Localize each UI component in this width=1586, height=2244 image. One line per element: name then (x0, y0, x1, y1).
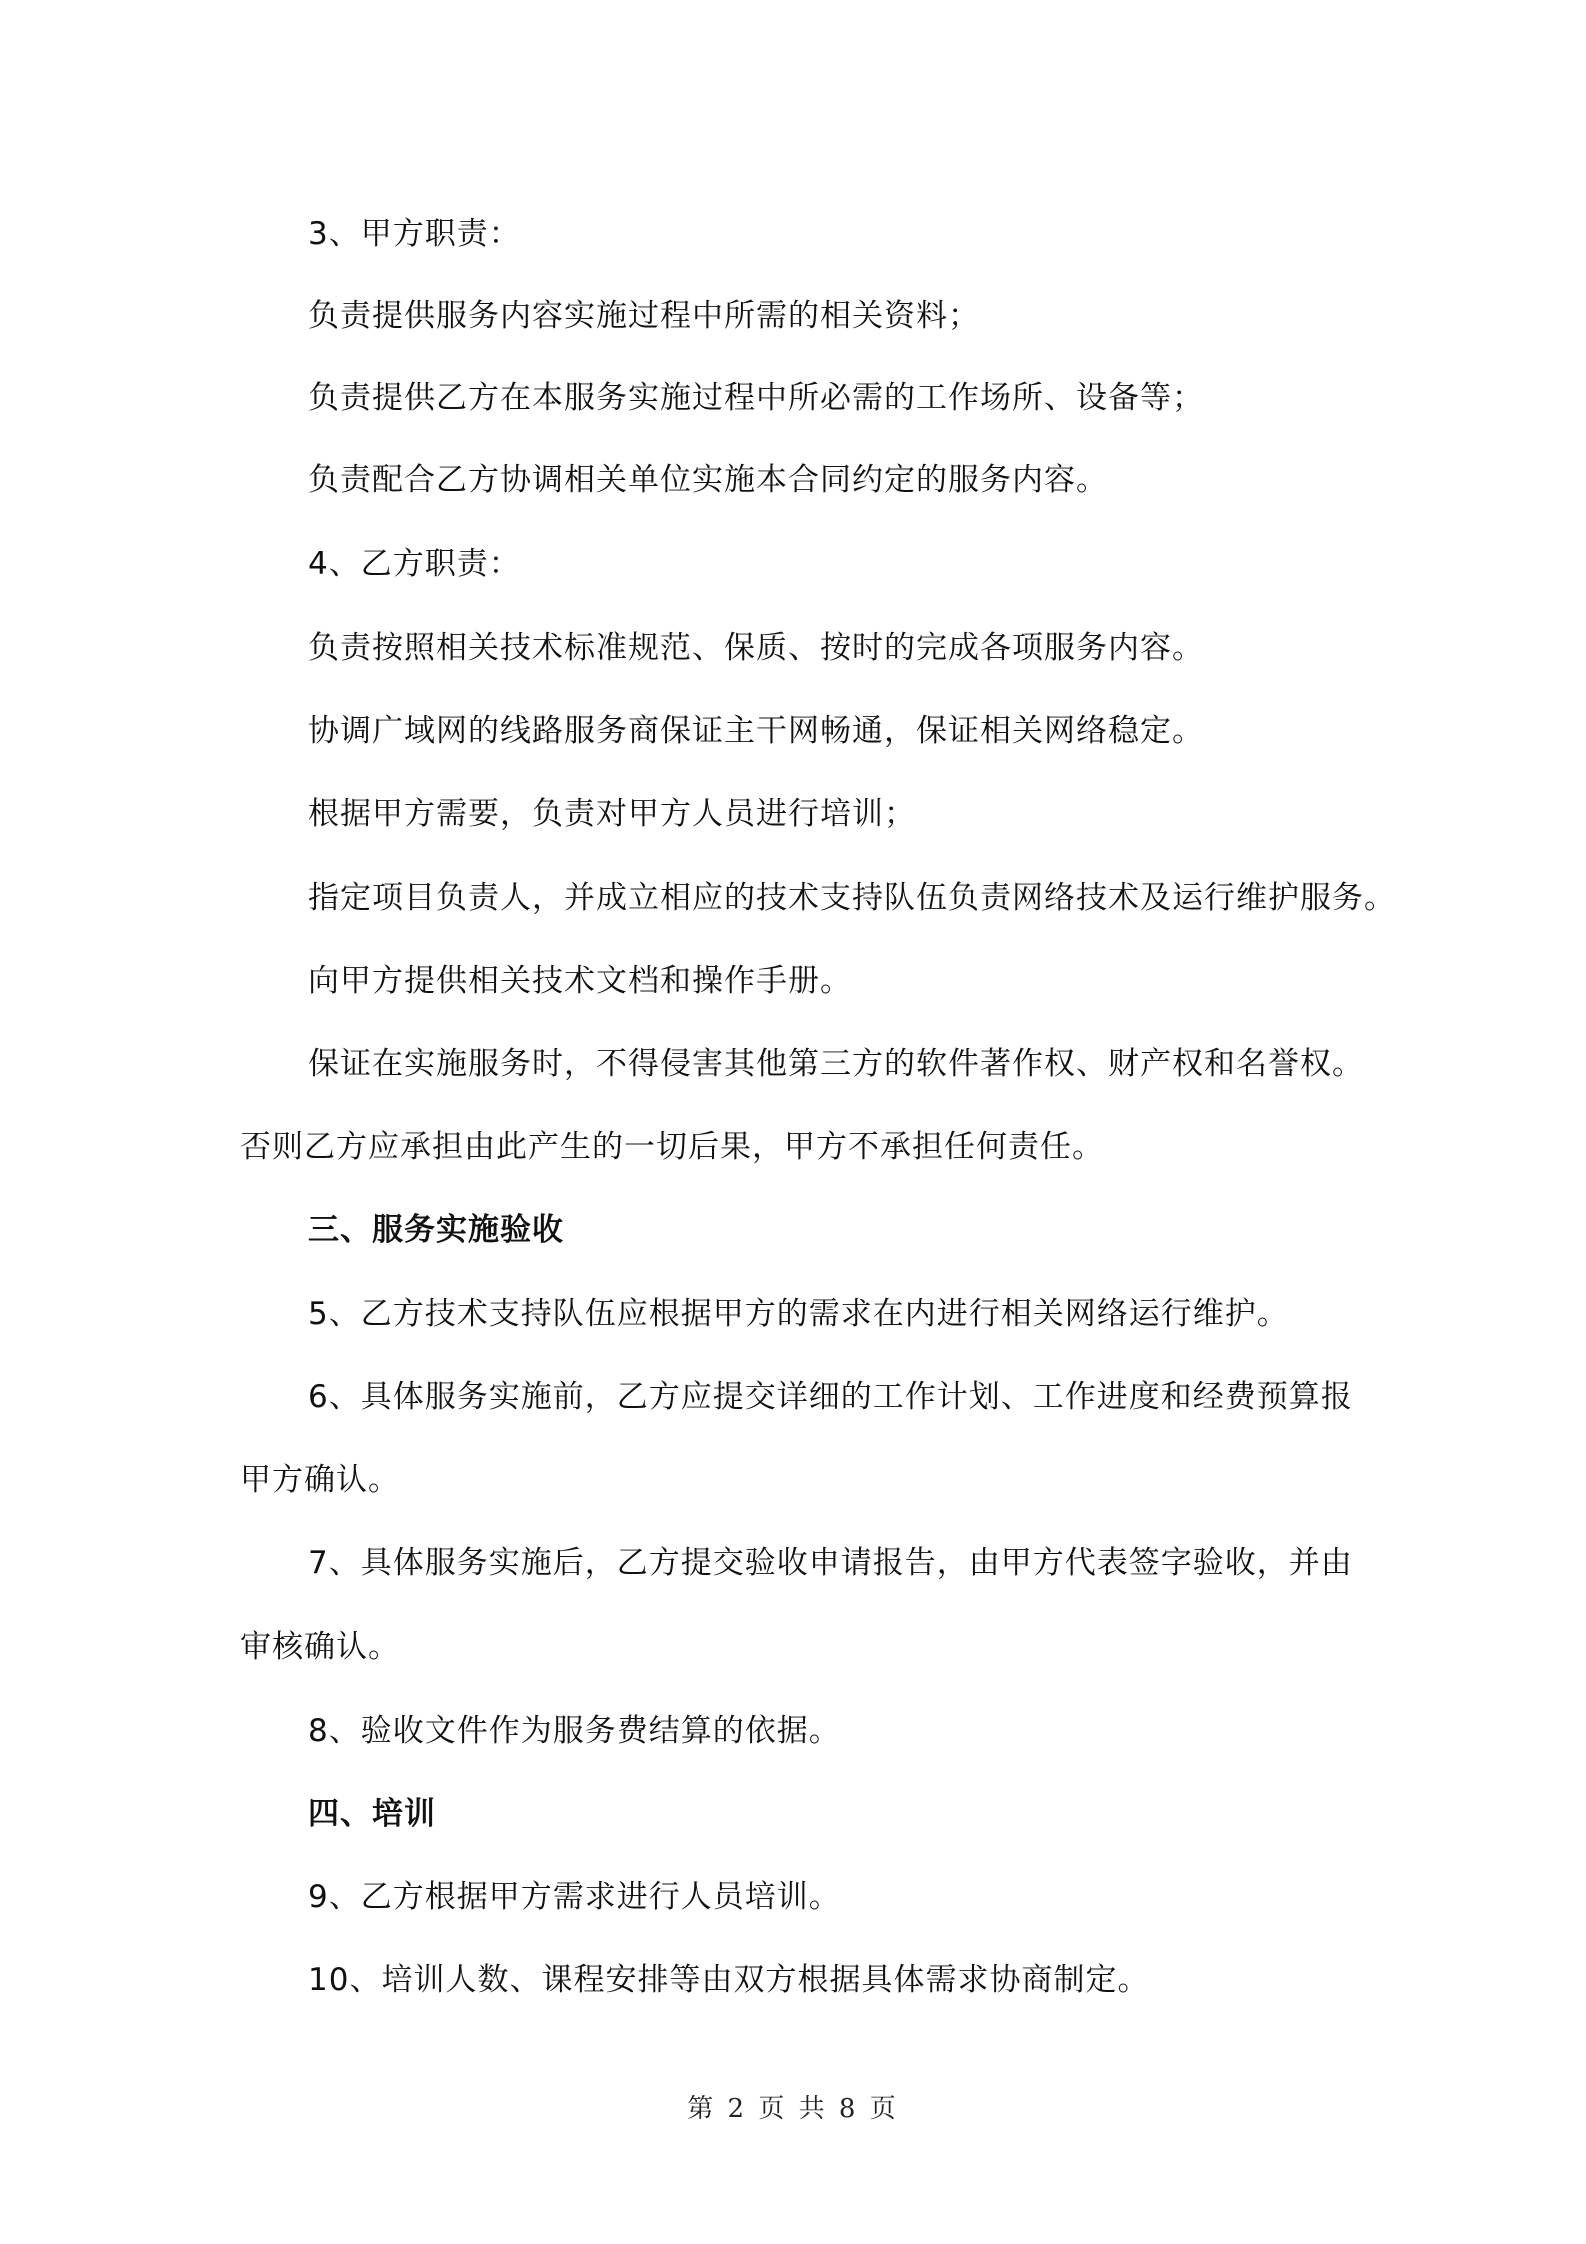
paragraph: 8、验收文件作为服务费结算的依据。 (308, 1713, 841, 1749)
paragraph: 6、具体服务实施前，乙方应提交详细的工作计划、工作进度和经费预算报 (308, 1379, 1353, 1415)
page-footer: 第 2 页 共 8 页 (687, 2094, 899, 2124)
item-3-heading: 3、甲方职责： (308, 216, 521, 252)
paragraph: 负责提供乙方在本服务实施过程中所必需的工作场所、设备等； (308, 380, 1204, 416)
paragraph-continuation: 审核确认。 (240, 1629, 400, 1665)
paragraph-continuation: 否则乙方应承担由此产生的一切后果，甲方不承担任何责任。 (240, 1129, 1104, 1165)
paragraph: 负责配合乙方协调相关单位实施本合同约定的服务内容。 (308, 462, 1108, 498)
paragraph: 保证在实施服务时，不得侵害其他第三方的软件著作权、财产权和名誉权。 (308, 1046, 1364, 1082)
paragraph: 负责按照相关技术标准规范、保质、按时的完成各项服务内容。 (308, 630, 1204, 666)
paragraph: 协调广域网的线路服务商保证主干网畅通，保证相关网络稳定。 (308, 713, 1204, 749)
paragraph: 10、培训人数、课程安排等由双方根据具体需求协商制定。 (308, 1962, 1150, 1998)
section-heading: 三、服务实施验收 (308, 1212, 564, 1248)
paragraph-continuation: 甲方确认。 (240, 1462, 400, 1498)
paragraph: 9、乙方根据甲方需求进行人员培训。 (308, 1879, 841, 1915)
paragraph: 7、具体服务实施后，乙方提交验收申请报告，由甲方代表签字验收，并由 (308, 1545, 1353, 1581)
paragraph: 根据甲方需要，负责对甲方人员进行培训； (308, 796, 916, 832)
paragraph: 指定项目负责人，并成立相应的技术支持队伍负责网络技术及运行维护服务。 (308, 880, 1396, 916)
item-4-heading: 4、乙方职责： (308, 546, 521, 582)
paragraph: 5、乙方技术支持队伍应根据甲方的需求在内进行相关网络运行维护。 (308, 1296, 1289, 1332)
paragraph: 负责提供服务内容实施过程中所需的相关资料； (308, 298, 980, 334)
section-heading: 四、培训 (308, 1796, 436, 1832)
paragraph: 向甲方提供相关技术文档和操作手册。 (308, 963, 852, 999)
